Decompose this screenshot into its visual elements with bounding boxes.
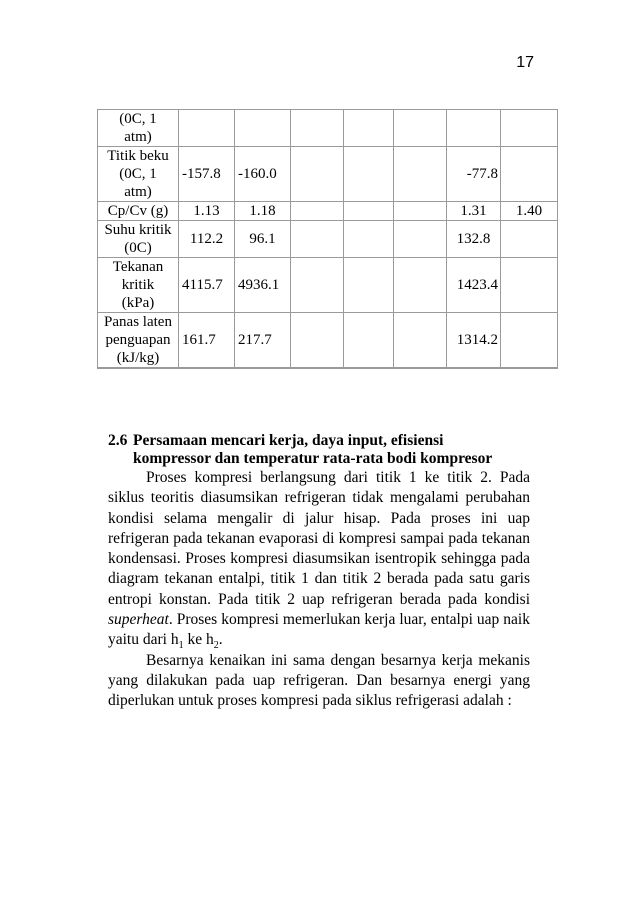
row-label-line: atm): [124, 184, 152, 200]
section-title-line1: Persamaan mencari kerja, daya input, efisiensi: [133, 432, 444, 449]
table-cell: [501, 258, 558, 313]
subscript-1: 1: [178, 640, 184, 652]
table-cell: 1.13: [179, 202, 235, 221]
row-label-line: penguapan: [105, 332, 171, 348]
page-number: 17: [516, 54, 534, 71]
paragraph-1-text-d: .: [218, 631, 223, 649]
table-cell: 1.40: [501, 202, 558, 221]
row-label-line: Tekanan: [112, 259, 164, 275]
table-cell: 1.18: [235, 202, 291, 221]
table-row: [98, 221, 558, 258]
table-cell: [291, 221, 344, 258]
table-cell: [501, 147, 558, 202]
table-cell: [344, 221, 394, 258]
table-cell: [291, 202, 344, 221]
row-label: [98, 313, 179, 369]
table-cell: [291, 258, 344, 313]
table-row: [98, 147, 558, 202]
paragraph-1: [108, 468, 530, 651]
row-label-line: Suhu kritik: [104, 222, 172, 238]
table-cell: 4936.1: [235, 258, 291, 313]
table-cell: 132.8: [447, 221, 501, 258]
row-label-line: Panas laten: [104, 314, 172, 330]
properties-table: [97, 109, 558, 369]
paragraph-1-italic: superheat: [108, 611, 169, 629]
paragraph-2: Besarnya kenaikan ini sama dengan besarnya kerja mekanis yang dilakukan pada uap refrigeran. Dan besarnya energi yang diperlukan untuk proses kompresi pada siklus refrigerasi adalah :: [108, 651, 530, 710]
table-cell: 161.7: [179, 313, 235, 369]
section-number: 2.6: [108, 432, 128, 449]
table-cell: 1.31: [447, 202, 501, 221]
row-label-line: (0C, 1: [119, 166, 157, 182]
row-label-line: (kJ/kg): [116, 350, 160, 366]
table-cell: [179, 110, 235, 147]
table-cell: 4115.7: [179, 258, 235, 313]
table-cell: 96.1: [235, 221, 291, 258]
table-cell: [501, 221, 558, 258]
row-label-line: (0C, 1: [119, 111, 157, 127]
row-label: [98, 202, 179, 221]
table-cell: [501, 313, 558, 369]
row-label-line: atm): [124, 129, 152, 145]
table-cell: [344, 258, 394, 313]
table-cell: [344, 147, 394, 202]
paragraph-1-text-a: Proses kompresi berlangsung dari titik 1 ke titik 2. Pada siklus teoritis diasumsikan refrigeran tidak mengalami perubahan kondisi selama mengalir di jalur hisap. Pada proses ini uap refrigeran pada tekanan evaporasi di kompresi sampai pada tekanan kondensasi. Proses kompresi diasumsikan isentropik sehingga pada diagram tekanan entalpi, titik 1 dan titik 2 berada pada satu garis entropi konstan. Pada titik 2 uap refrigeran berada pada kondisi: [108, 469, 530, 608]
table-cell: 1423.4: [447, 258, 501, 313]
body-text: [108, 468, 530, 712]
section-heading: [108, 432, 548, 468]
table-cell: [394, 221, 447, 258]
table-cell: [344, 202, 394, 221]
table-cell: [501, 110, 558, 147]
row-label-line: Cp/Cv (g): [107, 203, 169, 219]
table-cell: [394, 202, 447, 221]
table-cell: -160.0: [235, 147, 291, 202]
row-label-line: kritik: [121, 277, 155, 293]
table-cell: [394, 110, 447, 147]
row-label: [98, 221, 179, 258]
row-label: [98, 147, 179, 202]
table-row: [98, 110, 558, 147]
table-cell: [344, 110, 394, 147]
table-cell: [291, 147, 344, 202]
table-cell: [235, 110, 291, 147]
table-cell: [447, 110, 501, 147]
row-label: [98, 258, 179, 313]
table-cell: [394, 147, 447, 202]
table-cell: -157.8: [179, 147, 235, 202]
table-cell: [344, 313, 394, 369]
table-cell: [394, 258, 447, 313]
table-cell: [291, 110, 344, 147]
paragraph-1-text-b: . Proses kompresi memerlukan kerja luar, entalpi uap naik yaitu dari h: [108, 611, 530, 649]
table-cell: 217.7: [235, 313, 291, 369]
row-label-line: Titik beku: [107, 148, 169, 164]
row-label: [98, 110, 179, 147]
table-cell: [291, 313, 344, 369]
row-label-line: (kPa): [121, 295, 155, 311]
table-row: [98, 202, 558, 221]
table-cell: 1314.2: [447, 313, 501, 369]
table-cell: -77.8: [447, 147, 501, 202]
table-row: [98, 313, 558, 369]
subscript-2: 2: [213, 640, 219, 652]
table-cell: [394, 313, 447, 369]
table-cell: 112.2: [179, 221, 235, 258]
table-row: [98, 258, 558, 313]
row-label-line: (0C): [124, 240, 152, 256]
paragraph-1-text-c: ke h: [183, 631, 214, 649]
section-title-line2: kompressor dan temperatur rata-rata bodi kompresor: [133, 450, 493, 467]
